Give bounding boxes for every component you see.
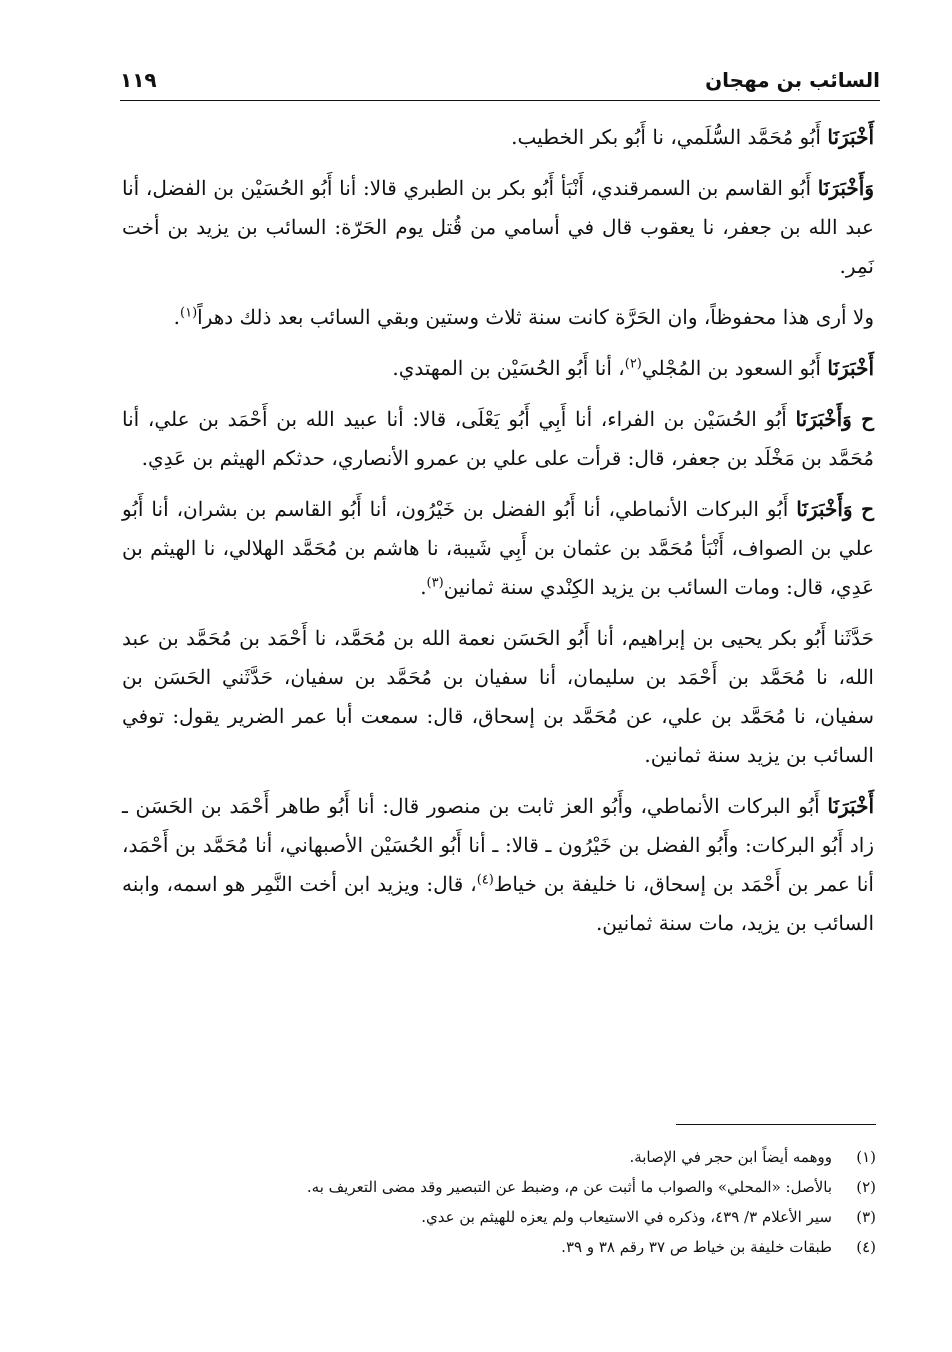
paragraph-tail: . [173, 305, 180, 329]
paragraph-tail: ، قال: ويزيد ابن أخت النَّمِر هو اسمه، وابنه السائب بن يزيد، مات سنة ثمانين. [122, 872, 874, 935]
paragraph-8 [122, 787, 874, 943]
paragraph-lead: ح وَأَخْبَرَنَا [796, 497, 874, 521]
footnote-text: ووهمه أيضاً ابن حجر في الإصابة. [629, 1148, 832, 1166]
footnote-reference[interactable]: (٤) [476, 872, 494, 888]
paragraph-7 [122, 619, 874, 775]
footnote-number: (٤) [856, 1238, 876, 1256]
footnote-2 [140, 1172, 876, 1202]
paragraph-lead: أَخْبَرَنَا [827, 356, 874, 380]
footnote-reference[interactable]: (٣) [426, 575, 444, 591]
paragraph-text: أَبُو الحُسَيْن بن الفراء، أنا أَبِي أَبُو يَعْلَى، قالا: أنا عبيد الله بن أَحْمَد بن علي، أنا مُحَمَّد بن مَخْلَد بن جعفر، قال: قرأت على علي بن عمرو الأنصاري، حدثكم الهيثم بن عَدِي. [122, 407, 874, 470]
running-title: السائب بن مهجان [705, 68, 880, 92]
paragraph-text: أَبُو البركات الأنماطي، أنا أَبُو الفضل بن خَيْرُون، أنا أَبُو القاسم بن بشران، أنا أَبُو علي بن الصواف، أَنْبَأ مُحَمَّد بن عثمان بن أَبِي شَيبة، نا هاشم بن مُحَمَّد الهلالي، نا الهيثم بن عَدِي، قال: ومات السائب بن يزيد الكِنْدي سنة ثمانين [122, 497, 874, 599]
footnote-4 [140, 1232, 876, 1262]
paragraph-lead: أَخْبَرَنَا [827, 794, 874, 818]
page-header [120, 60, 880, 100]
paragraph-text: أَبُو القاسم بن السمرقندي، أَنْبَأ أَبُو بكر بن الطبري قالا: أنا أَبُو الحُسَيْن بن الفضل، أنا عبد الله بن جعفر، نا يعقوب قال في أسامي من قُتل يوم الحَرّة: السائب بن يزيد بن أخت نَمِر. [122, 176, 874, 278]
paragraph-3 [122, 298, 874, 337]
paragraph-text: أَبُو السعود بن المُجْلي [641, 356, 828, 380]
footnotes [140, 1142, 876, 1262]
paragraph-2 [122, 169, 874, 286]
footnote-text: طبقات خليفة بن خياط ص ٣٧ رقم ٣٨ و ٣٩. [561, 1238, 832, 1256]
main-text [122, 118, 874, 953]
footnote-number: (١) [856, 1148, 876, 1166]
paragraph-lead: ح وَأَخْبَرَنَا [795, 407, 874, 431]
footnote-separator [676, 1124, 876, 1125]
paragraph-4 [122, 349, 874, 388]
footnote-number: (٣) [856, 1208, 876, 1226]
header-rule [120, 100, 880, 101]
footnote-text: سير الأعلام ٣/ ٤٣٩، وذكره في الاستيعاب ولم يعزه للهيثم بن عدي. [421, 1208, 832, 1226]
footnote-number: (٢) [856, 1178, 876, 1196]
paragraph-lead: وَأَخْبَرَنَا [817, 176, 874, 200]
footnote-reference[interactable]: (١) [180, 305, 198, 321]
footnote-text: بالأصل: «المحلي» والصواب ما أثبت عن م، وضبط عن التبصير وقد مضى التعريف به. [306, 1178, 832, 1196]
paragraph-text: حَدَّثَنا أَبُو بكر يحيى بن إبراهيم، أنا أَبُو الحَسَن نعمة الله بن مُحَمَّد، نا أَحْمَد بن مُحَمَّد بن عبد الله، نا مُحَمَّد بن أَحْمَد بن سليمان، أنا سفيان بن مُحَمَّد بن سفيان، حَدَّثَني الحَسَن بن سفيان، نا مُحَمَّد بن علي، عن مُحَمَّد بن إسحاق، قال: سمعت أبا عمر الضرير يقول: توفي السائب بن يزيد سنة ثمانين. [122, 626, 874, 767]
paragraph-text: أَبُو مُحَمَّد السُّلَمي، نا أَبُو بكر الخطيب. [511, 125, 828, 149]
paragraph-tail: ، أنا أَبُو الحُسَيْن بن المهتدي. [392, 356, 625, 380]
paragraph-text: ولا أرى هذا محفوظاً، وان الحَرَّة كانت سنة ثلاث وستين وبقي السائب بعد ذلك دهراً [197, 305, 874, 329]
footnote-reference[interactable]: (٢) [624, 356, 642, 372]
paragraph-lead: أَخْبَرَنَا [827, 125, 874, 149]
footnote-3 [140, 1202, 876, 1232]
paragraph-1 [122, 118, 874, 157]
paragraph-text: أَبُو البركات الأنماطي، وأَبُو العز ثابت بن منصور قال: أنا أَبُو طاهر أَحْمَد بن الحَسَن ـ زاد أَبُو البركات: وأَبُو الفضل بن خَيْرُون ـ قالا: ـ أنا أَبُو الحُسَيْن الأصبهاني، أنا مُحَمَّد بن أَحْمَد، أنا عمر بن أَحْمَد بن إسحاق، نا خليفة بن خياط [122, 794, 874, 896]
paragraph-6 [122, 490, 874, 607]
footnote-1 [140, 1142, 876, 1172]
paragraph-tail: . [420, 575, 427, 599]
paragraph-5 [122, 400, 874, 478]
page-number: ١١٩ [120, 68, 157, 92]
